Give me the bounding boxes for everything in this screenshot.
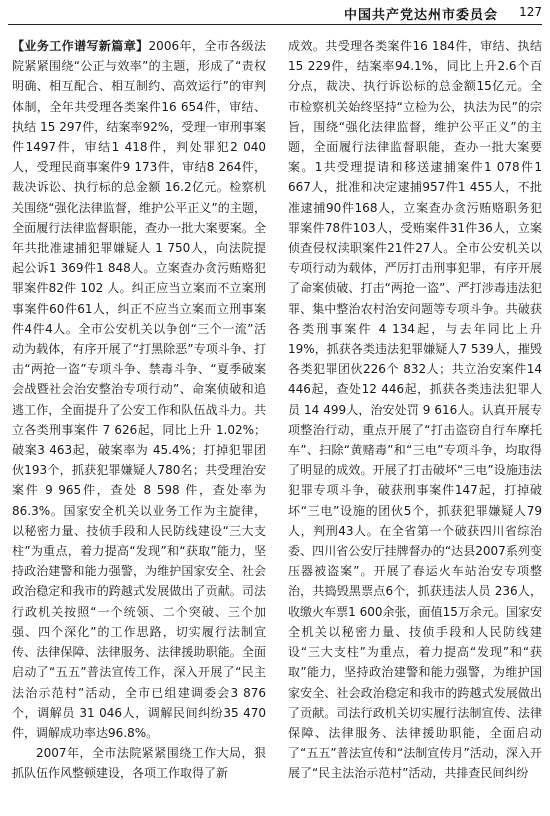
text-columns (12, 36, 542, 812)
left-paragraph-1 (12, 36, 266, 743)
left-paragraph-2: 2007年，全市法院紧紧围绕工作大局，狠抓队伍作风整顿建设，各项工作取得了新 (12, 746, 266, 781)
section-heading: 【业务工作谱写新篇章】 (12, 39, 149, 53)
left-paragraph-1-body: 2006年，全市各级法院紧紧围绕“公正与效率”的主题，形成了“责权明确、相互配合、相互制约、高效运行”的审判体制，全年共受理各类案件16 654件，审结、执结 15 297件，结案率92%，受理一审刑事案件1497件，审结1 418件，判处罪犯2 040人，受理民商事案件9 173件，审结8 264件，裁决诉讼、执行标的总金额 16.2亿元。检察机关围绕“强化法律监督，维护公平正义”的主题，全面履行法律监督职能，查办一批大案要案。全年共批准逮捕犯罪嫌疑人 1 750人，向法院提起公诉1 369件1 848人。立案查办贪污贿赂犯罪案件82件 102 人。纠正应当立案而不立案刑事案件60件61人，纠正不应当立案而立刑事案件4件4人。全市公安机关以争创“三个一流”活动为载体，有序开展了“打黑除恶”专项斗争、打击“两抢一盗”专项斗争、禁毒斗争、“夏季破案会战暨社会治安整治专项行动”、命案侦破和追逃工作，全面提升了公安工作和队伍战斗力。共立各类刑事案件 7 626起，同比上升 1.02%；破案3 463起，破案率为 45.4%；打掉犯罪团伙193个，抓获犯罪嫌疑人780名；共受理治安案件 9 965件，查处 8 598 件，查处率为86.3%。国家安全机关以业务工作为主旋律，以秘密力量、技侦手段和人民防线建设“三大支柱”为重点，着力提高“发现”和“获取”能力，坚持政治建警和能力强警，为维护国家安全、社会政治稳定和我市的跨越式发展做出了贡献。司法行政机关按照“一个统领、二个突破、三个加强、四个深化”的工作思路，切实履行法制宣传、法律保障、法律服务、法律援助职能。全面启动了“五五”普法宣传工作，深入开展了“民主法治示范村”活动，全市已组建调委会3 876个，调解员 31 046人，调解民间纠纷35 470件，调解成功率达96.8%。 (12, 39, 266, 740)
header-rule (8, 24, 542, 25)
left-column (12, 36, 266, 812)
right-column (288, 36, 542, 812)
page-header (0, 0, 550, 28)
right-paragraph-1: 成效。共受理各类案件16 184件，审结、执结15 229件，结案率94.1%，同比上升2.6个百分点，裁决、执行诉讼标的总金额15亿元。全市检察机关始终坚持“立检为公，执法为民”的宗旨，围绕“强化法律监督，维护公平正义”的主题，全面履行法律监督职能，查办一批大案要案。1共受理提请和移送逮捕案件1 078件1 667人，批准和决定逮捕957件1 455人，不批准逮捕90件168人，立案查办贪污贿赂职务犯罪案件78件103人，受贿案件31件36人，立案侦查侵权渎职案件21件27人。全市公安机关以专项行动为载体，严厉打击刑事犯罪，有序开展了命案侦破、打击“两抢一盗”、严打涉毒违法犯罪、集中整治农村治安问题等专项斗争。共破获各类刑事案件 4 134起，与去年同比上升19%，抓获各类违法犯罪嫌疑人7 539人，摧毁各类犯罪团伙226个 832人；共立治安案件14 446起，查处12 446起，抓获各类违法犯罪人员 14 499人，治安处罚 9 616人。认真开展专项整治行动，重点开展了“打击盗窃自行车摩托车”、扫除“黄赌毒”和“三电”专项斗争，均取得了明显的成效。开展了打击破坏“三电”设施违法犯罪专项斗争，破获刑事案件147起，打掉破坏“三电”设施的团伙5个，抓获犯罪嫌疑人79人，判刑43人。在全省第一个破获四川省综治委、四川省公安厅挂牌督办的“达县2007系列变压器被盗案”。开展了春运火车站治安专项整治，共捣毁黑票点6个，抓获违法人员 236人，收缴火车票1 600余张，面值15万余元。国家安全机关以秘密力量、技侦手段和人民防线建设“三大支柱”为重点，着力提高“发现”和“获取”能力，坚持政治建警和能力强警，为维护国家安全、社会政治稳定和我市的跨越式发展做出了贡献。司法行政机关切实履行法制宣传、法律保障、法律服务、法律援助职能，全面启动了“五五”普法宣传和“法制宣传月”活动，深入开展了“民主法治示范村”活动，共排查民间纠纷 (288, 39, 542, 781)
header-title: 中国共产党达州市委员会 (343, 8, 498, 23)
page-number: 127 (519, 5, 542, 19)
